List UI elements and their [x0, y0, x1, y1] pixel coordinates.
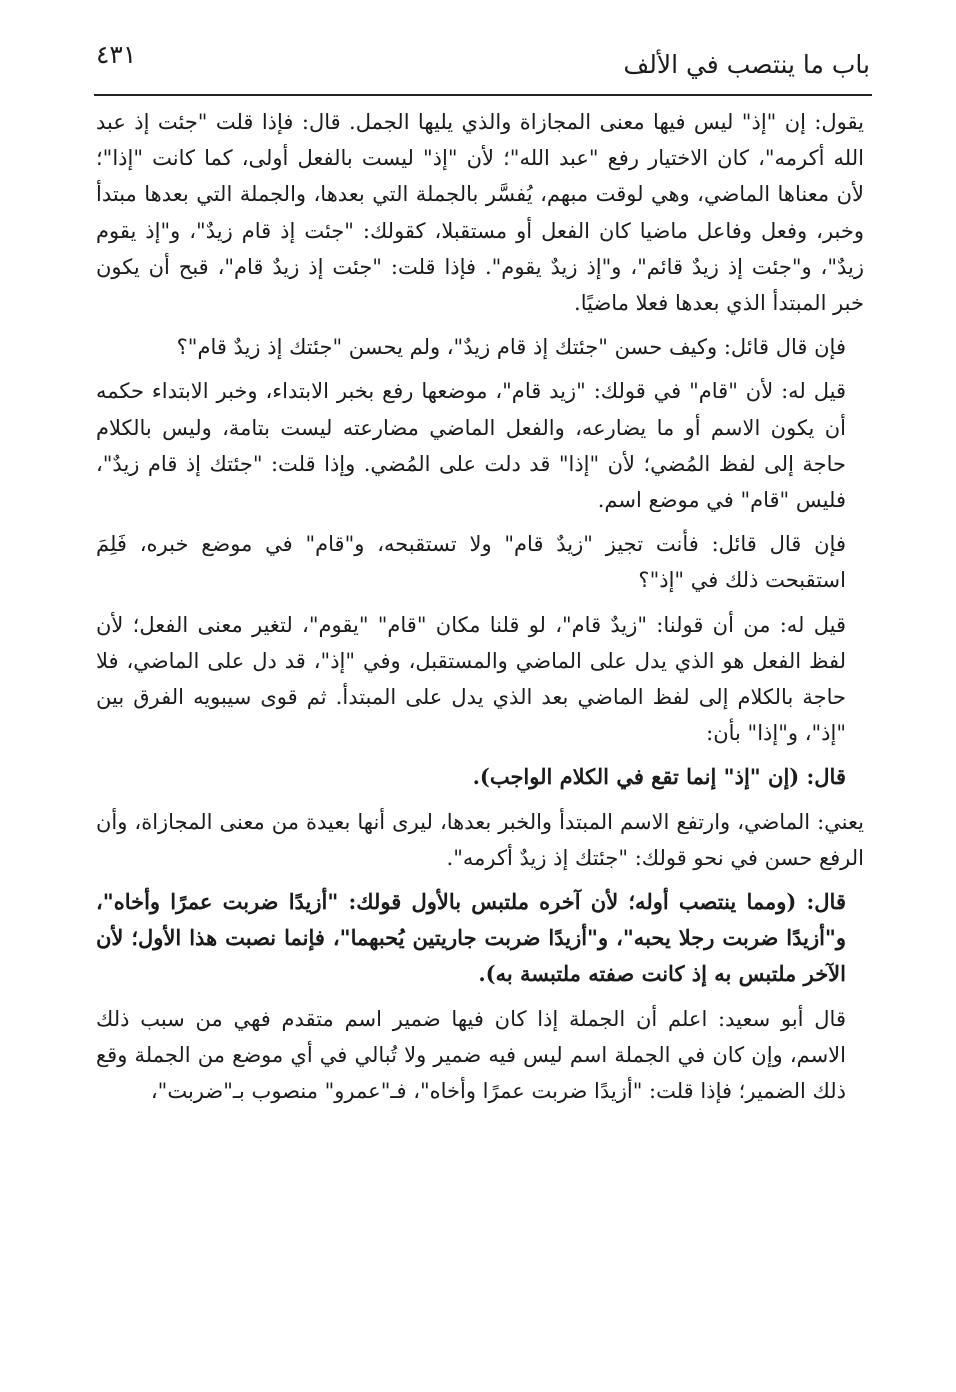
- header-rule: [94, 94, 872, 96]
- paragraph-1: يقول: إن "إذ" ليس فيها معنى المجازاة والذي يليها الجمل. قال: فإذا قلت "جئت إذ عبد الله أكرمه"، كان الاختيار رفع "عبد الله"؛ لأن "إذ" ليست بالفعل أولى، كما كانت "إذا"؛ لأن معناها الماضي، وهي لوقت مبهم، يُفسَّر بالجملة التي بعدها، والجملة التي بعدها مبتدأ وخبر، وفعل وفاعل ماضيا كان الفعل أو مستقبلا، كقولك: "جئت إذ قام زيدٌ"، و"إذ يقوم زيدٌ"، و"جئت إذ زيدٌ قائم"، و"إذ زيدٌ يقوم". فإذا قلت: "جئت إذ زيدٌ قام"، قبح أن يكون خبر المبتدأ الذي بعدها فعلا ماضيًا.: [96, 110, 864, 316]
- page-header: [94, 36, 870, 92]
- paragraph-7: قال أبو سعيد: اعلم أن الجملة إذا كان فيها ضمير اسم متقدم فهي من سبب ذلك الاسم، وإن كان في الجملة اسم ليس فيه ضمير ولا تُبالي في أي موضع من الجملة وقع ذلك الضمير؛ فإذا قلت: "أزيدًا ضربت عمرًا وأخاه"، فـ"عمرو" منصوب بـ"ضربت"،: [96, 1006, 846, 1104]
- paragraph-5: قيل له: من أن قولنا: "زيدٌ قام"، لو قلنا مكان "قام" "يقوم"، لتغير معنى الفعل؛ لأن لفظ الفعل هو الذي يدل على الماضي والمستقبل، وفي "إذ"، قد دل على الماضي، فلا حاجة بالكلام إلى لفظ الماضي بعد الذي يدل على المبتدأ. ثم قوى سيبويه الفرق بين "إذ"، و"إذا" بأن:: [96, 612, 846, 746]
- page-number: ٤٣١: [96, 40, 137, 69]
- running-title: باب ما ينتصب في الألف: [623, 50, 870, 79]
- paragraph-6: يعني: الماضي، وارتفع الاسم المبتدأ والخبر بعدها، ليرى أنها بعيدة من معنى المجازاة، وأن الرفع حسن في نحو قولك: "جئتك إذ زيدٌ أكرمه".: [96, 809, 864, 870]
- paragraph-2: فإن قال قائل: وكيف حسن "جئتك إذ قام زيدٌ"، ولم يحسن "جئتك إذ زيدٌ قام"؟: [176, 335, 846, 360]
- body-text: [96, 104, 864, 1117]
- paragraph-4: فإن قال قائل: فأنت تجيز "زيدٌ قام" ولا تستقبحه، و"قام" في موضع خبره، فَلِمَ استقبحت ذلك في "إذ"؟: [96, 532, 846, 593]
- quote-paragraph-1: قال: (إن "إذ" إنما تقع في الكلام الواجب).: [472, 764, 846, 790]
- paragraph-3: قيل له: لأن "قام" في قولك: "زيد قام"، موضعها رفع بخبر الابتداء، وخبر الابتداء حكمه أن يكون الاسم أو ما يضارعه، والفعل الماضي مضارعته ليست بتامة، وليس بالكلام حاجة إلى لفظ المُضي؛ لأن "إذا" قد دلت على المُضي. وإذا قلت: "جئتك إذ قام زيدٌ"، فليس "قام" في موضع اسم.: [96, 379, 846, 513]
- quote-paragraph-2: قال: (ومما ينتصب أوله؛ لأن آخره ملتبس بالأول قولك: "أزيدًا ضربت عمرًا وأخاه"، و"أزيدًا ضربت رجلا يحبه"، و"أزيدًا ضربت جاريتين يُحبهما"، فإنما نصبت هذا الأول؛ لأن الآخر ملتبس به إذ كانت صفته ملتبسة به).: [96, 889, 846, 987]
